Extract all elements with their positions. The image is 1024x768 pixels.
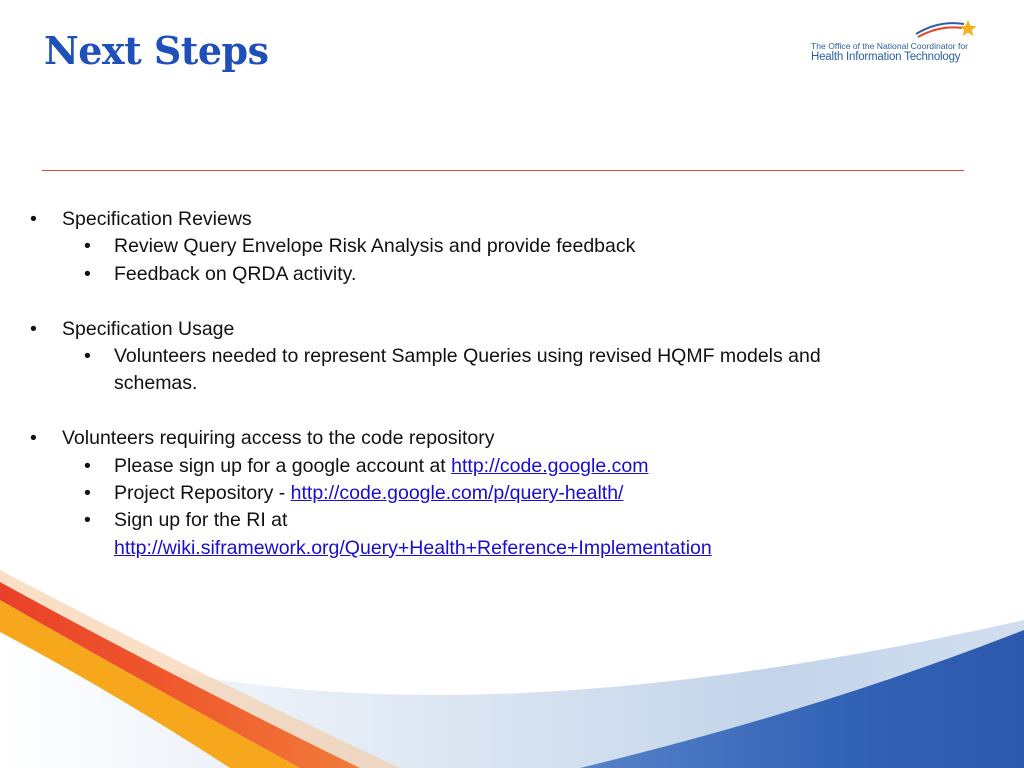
ri-wiki-link[interactable]: http://wiki.siframework.org/Query+Health+Reference+Implementation xyxy=(114,536,712,559)
bullet-dot-icon: • xyxy=(30,208,37,230)
bullet-dot-icon: • xyxy=(84,235,91,258)
onc-logo xyxy=(804,18,984,68)
bullet-dot-icon: • xyxy=(84,262,91,285)
bullet-text: Please sign up for a google account at xyxy=(114,454,452,477)
bullet-section-2 xyxy=(0,316,1000,343)
sub-bullet-continuation xyxy=(0,535,1000,562)
decorative-swoosh xyxy=(0,560,1024,768)
bullet-text: Review Query Envelope Risk Analysis and provide feedback xyxy=(114,235,636,258)
bullet-text: Feedback on QRDA activity. xyxy=(114,262,357,285)
bullet-text: Specification Reviews xyxy=(62,208,252,230)
bullet-section-3 xyxy=(0,425,1000,452)
sub-bullet xyxy=(0,507,1000,534)
bullet-dot-icon: • xyxy=(84,482,91,505)
slide-title: Next Steps xyxy=(44,28,269,73)
slide-body xyxy=(0,206,1000,562)
bullet-text: Specification Usage xyxy=(62,317,235,340)
bullet-dot-icon: • xyxy=(84,454,91,477)
bullet-dot-icon: • xyxy=(30,317,37,340)
bullet-dot-icon: • xyxy=(84,345,91,368)
sub-bullet xyxy=(0,261,1000,288)
logo-text-line2: Health Information Technology xyxy=(811,51,961,63)
sub-bullet xyxy=(0,343,1000,370)
title-divider xyxy=(42,170,964,171)
logo-text-line1: The Office of the National Coordinator for xyxy=(811,41,968,51)
spacer xyxy=(0,398,1000,425)
sub-bullet xyxy=(0,233,1000,260)
bullet-section-1 xyxy=(0,206,1000,233)
bullet-text: Sign up for the RI at xyxy=(114,509,288,532)
bullet-text: Volunteers needed to represent Sample Queries using revised HQMF models and xyxy=(114,345,821,368)
sub-bullet xyxy=(0,453,1000,480)
sub-bullet-continuation: schemas. xyxy=(114,372,198,395)
query-health-repo-link[interactable]: http://code.google.com/p/query-health/ xyxy=(290,482,624,505)
bullet-text: Project Repository - xyxy=(114,482,291,505)
sub-bullet xyxy=(0,480,1000,507)
bullet-text: Volunteers requiring access to the code repository xyxy=(62,427,495,450)
bullet-dot-icon: • xyxy=(30,427,37,450)
spacer xyxy=(0,288,1000,315)
google-code-link[interactable]: http://code.google.com xyxy=(451,454,649,477)
bullet-dot-icon: • xyxy=(84,509,91,532)
